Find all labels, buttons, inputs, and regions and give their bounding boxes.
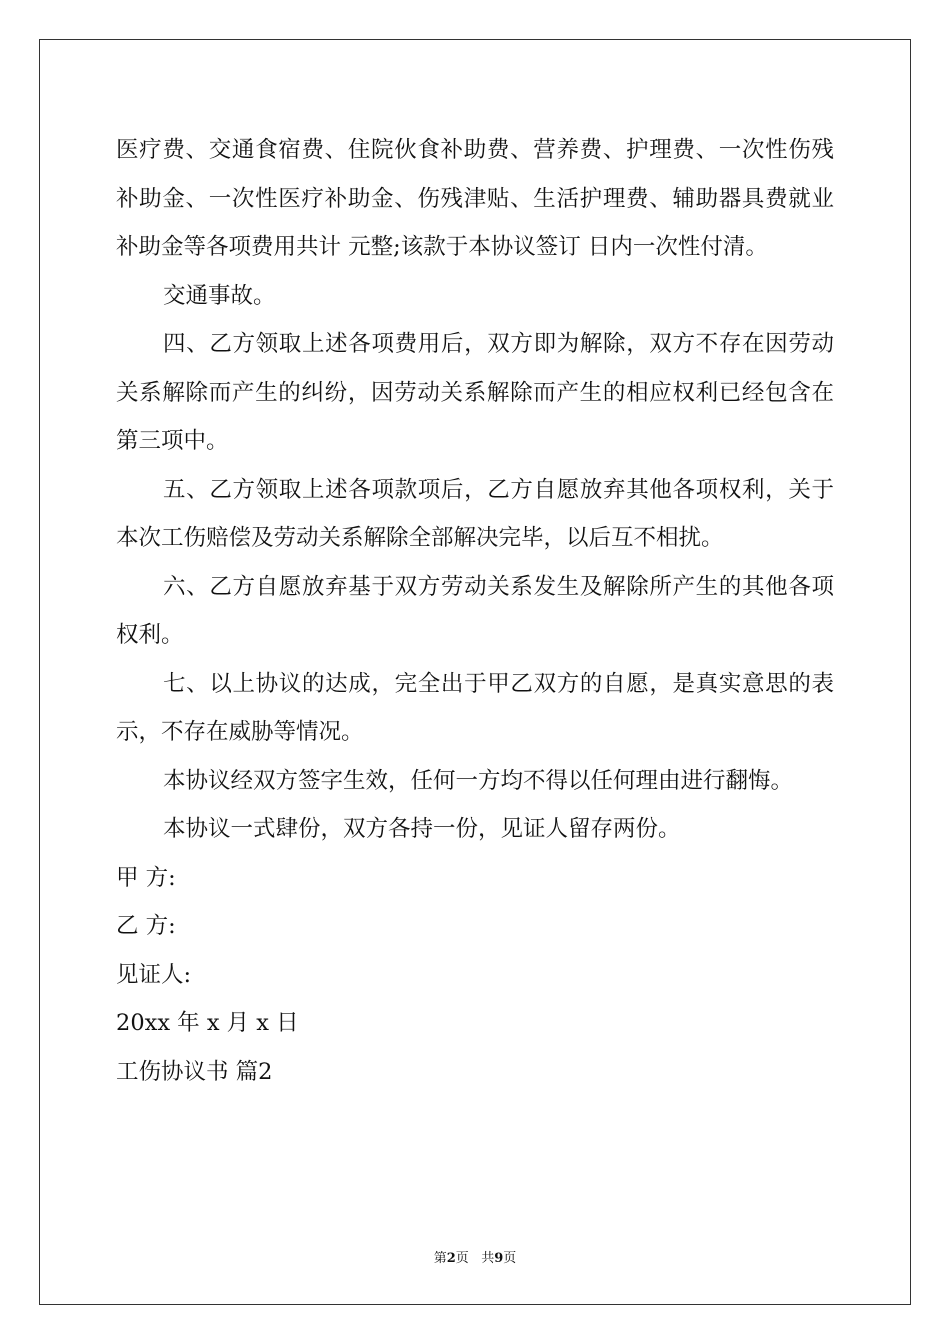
signature-witness: 见证人: [116, 961, 192, 988]
signature-party-a: 甲 方: [116, 864, 176, 891]
paragraph-clause-7: 七、以上协议的达成，完全出于甲乙双方的自愿，是真实意思的表示，不存在威胁等情况。 [116, 670, 834, 745]
total-suffix: 页 [503, 1251, 517, 1266]
page-number: 2 [446, 1251, 456, 1266]
page-suffix: 页 [455, 1251, 469, 1266]
paragraph-fees: 医疗费、交通食宿费、住院伙食补助费、营养费、护理费、一次性伤残补助金、一次性医疗补助金、伤残津贴、生活护理费、辅助器具费就业补助金等各项费用共计 元整;该款于本协议签订 日内一次性付清。 [116, 137, 834, 260]
page-footer [0, 1247, 950, 1266]
paragraph-clause-4: 四、乙方领取上述各项费用后，双方即为解除，双方不存在因劳动关系解除而产生的纠纷，因劳动关系解除而产生的相应权利已经包含在第三项中。 [116, 331, 834, 454]
paragraph-traffic-accident: 交通事故。 [163, 282, 276, 309]
signature-date: 20xx 年 x 月 x 日 [116, 1010, 299, 1036]
total-pages: 9 [494, 1251, 504, 1266]
paragraph-effective: 本协议经双方签字生效，任何一方均不得以任何理由进行翻悔。 [163, 767, 794, 794]
paragraph-clause-5: 五、乙方领取上述各项款项后，乙方自愿放弃其他各项权利，关于本次工伤赔偿及劳动关系解除全部解决完毕，以后互不相扰。 [116, 476, 834, 551]
signature-party-b: 乙 方: [116, 913, 176, 939]
paragraph-clause-6: 六、乙方自愿放弃基于双方劳动关系发生及解除所产生的其他各项权利。 [116, 573, 834, 648]
document-body [116, 126, 834, 1096]
page-prefix: 第 [433, 1251, 447, 1266]
total-prefix: 共 [481, 1251, 495, 1266]
paragraph-copies: 本协议一式肆份，双方各持一份，见证人留存两份。 [163, 816, 681, 842]
next-section-title: 工伤协议书 篇2 [116, 1058, 273, 1085]
